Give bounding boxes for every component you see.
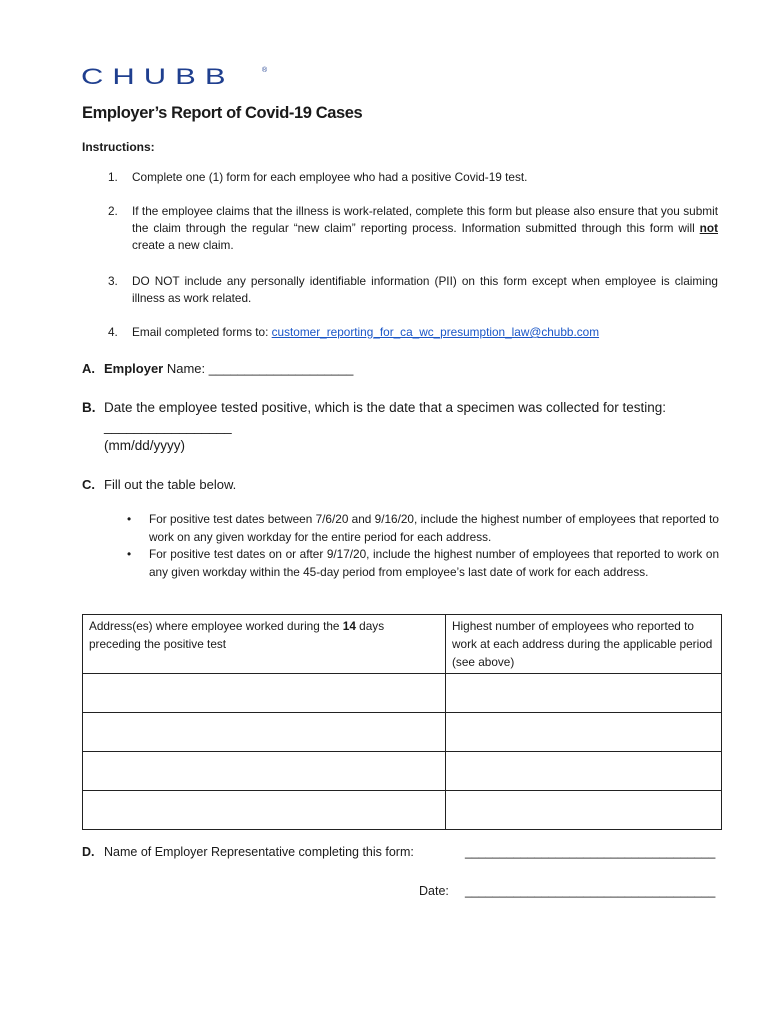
section-d <box>82 843 722 862</box>
chubb-logo: CHUBB <box>81 64 235 90</box>
rep-name-label: Name of Employer Representative completing this form: <box>104 845 414 859</box>
instruction-item-2 <box>108 203 718 255</box>
address-cell[interactable] <box>83 791 446 830</box>
instruction-text-part: create a new claim. <box>132 238 234 252</box>
bullet-text: For positive test dates between 7/6/20 and 9/16/20, include the highest number of employees that reported to work on any given workday for the entire period for each address. <box>149 512 719 544</box>
instruction-item-1 <box>108 169 718 186</box>
count-cell[interactable] <box>446 713 722 752</box>
instruction-text <box>132 203 718 254</box>
employer-name-field[interactable] <box>104 359 353 378</box>
instruction-number: 1. <box>108 170 118 184</box>
instruction-text: Complete one (1) form for each employee who had a positive Covid-19 test. <box>132 170 528 184</box>
table-header-count: Highest number of employees who reported to work at each address during the applicable period (see above) <box>446 615 722 674</box>
header-text: Address(es) where employee worked during the <box>89 619 343 633</box>
bullet-text: For positive test dates on or after 9/17/20, include the highest number of employees that reported to work on any given workday within the 45-day period from employee’s last date of work for each address. <box>149 547 719 579</box>
date-format-hint: (mm/dd/yyyy) <box>104 438 185 453</box>
bullet-item <box>127 546 719 581</box>
header-text: days preceding the positive test <box>89 619 385 651</box>
instructions-heading: Instructions: <box>82 140 155 154</box>
instruction-number: 3. <box>108 274 118 288</box>
section-b <box>82 398 722 458</box>
section-c <box>82 475 722 494</box>
address-cell[interactable] <box>83 752 446 791</box>
address-cell[interactable] <box>83 674 446 713</box>
instruction-item-4 <box>108 324 718 341</box>
instruction-text <box>132 324 718 341</box>
section-b-text: Date the employee tested positive, which is the date that a specimen was collected for testing: <box>104 400 667 415</box>
section-letter: D. <box>82 845 95 859</box>
instruction-text: DO NOT include any personally identifiable information (PII) on this form except when employee is claiming illness as work related. <box>132 274 718 305</box>
bullet-item <box>127 511 719 546</box>
instruction-item-3 <box>108 273 718 308</box>
table-row <box>83 713 722 752</box>
section-c-text: Fill out the table below. <box>104 477 237 492</box>
email-link[interactable]: customer_reporting_for_ca_wc_presumption_law@chubb.com <box>271 325 600 339</box>
table-row <box>83 791 722 830</box>
blank-line: ____________________ <box>208 361 354 376</box>
test-date-field[interactable]: _________________ <box>104 419 232 434</box>
address-cell[interactable] <box>83 713 446 752</box>
date-label: Date: <box>419 884 449 898</box>
count-cell[interactable] <box>446 791 722 830</box>
bullet-list <box>127 511 719 581</box>
table-header-address <box>83 615 446 674</box>
count-cell[interactable] <box>446 752 722 791</box>
email-label: Email completed forms to: <box>132 325 272 339</box>
section-letter: B. <box>82 400 96 415</box>
table-row <box>83 752 722 791</box>
instruction-number: 2. <box>108 204 118 218</box>
date-field[interactable]: ____________________________________ <box>465 884 716 898</box>
emphasis-not: not <box>699 221 718 235</box>
section-letter: C. <box>82 477 95 492</box>
bullet-icon: • <box>127 547 132 561</box>
section-a <box>82 359 722 378</box>
page-title: Employer’s Report of Covid-19 Cases <box>82 104 363 122</box>
rep-name-field[interactable]: ____________________________________ <box>465 845 716 859</box>
date-row <box>82 882 722 901</box>
table-header-row <box>83 615 722 674</box>
employer-bold-label: Employer <box>104 361 164 376</box>
name-label: Name: <box>163 361 209 376</box>
count-cell[interactable] <box>446 674 722 713</box>
registered-mark: ® <box>262 67 268 74</box>
table-row <box>83 674 722 713</box>
instruction-text-part: If the employee claims that the illness is work-related, complete this form but please also ensure that you submit the claim through the regular “new claim” reporting process. Information submitted through this form will <box>132 204 718 235</box>
header-bold: 14 <box>342 619 356 633</box>
instruction-number: 4. <box>108 325 118 339</box>
bullet-icon: • <box>127 512 132 526</box>
address-table <box>82 614 722 830</box>
section-letter: A. <box>82 361 95 376</box>
